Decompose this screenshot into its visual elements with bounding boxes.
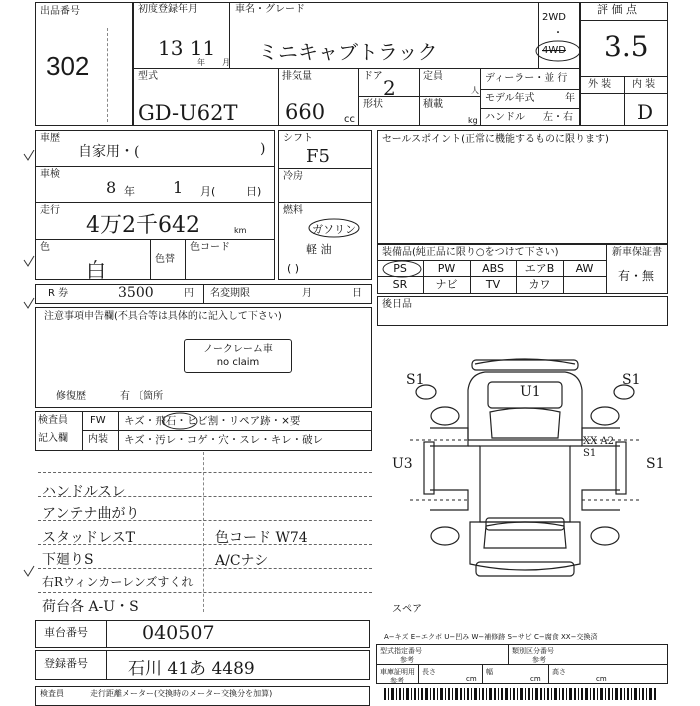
r-label: R 券 [48,288,69,299]
retrofit-box [377,296,668,326]
load-label: 積載 [423,99,443,110]
length-unit: cm [466,675,477,683]
inspector-label: 検査員 [38,415,68,426]
registration-label: 登録番号 [44,657,88,670]
mark-u3-left: U3 [392,456,413,472]
exterior-label: 外 装 [588,79,612,90]
registration-value: 石川 41あ 4489 [128,659,255,679]
score-label: 評 価 点 [597,3,637,16]
entry-label: 記入欄 [38,433,68,444]
doors-label: ドア [363,71,383,82]
class-label: 類別区分番号 [512,647,554,655]
type-label: 型式 [138,71,158,82]
handle-label: ハンドル [485,112,525,123]
capacity-unit: 人 [471,86,479,95]
mark-u1-front: U1 [520,384,541,400]
color-label: 色 [40,242,50,253]
deadline-month: 月 [302,288,312,299]
history-close: ) [260,141,266,157]
shape-label: 形状 [363,99,383,110]
interior-grade-label: 内 装 [632,79,656,90]
first-reg-year-unit: 年 [197,58,205,67]
cert-ref: 参考 [390,677,404,685]
first-reg-value: 13 11 [158,36,216,60]
fuel-gasoline: ガソリン [312,223,356,236]
ac-label: 冷房 [283,171,303,182]
fw-items: キズ・飛石・ヒビ割・リペア跡・×要 [124,415,301,427]
repair-label: 修復歴 [56,391,86,402]
equipment-label: 装備品(純正品に限り○をつけて下さい) [382,247,559,258]
first-reg-label: 初度登録年月 [138,4,198,15]
fuel-label: 燃料 [283,205,303,216]
load-unit: kg [468,116,478,125]
margin-checkmarks [20,150,38,610]
width-unit: cm [530,675,541,683]
notice-label: 注意事項申告欄(不具合等は具体的に記入して下さい) [44,311,282,322]
fuel-diesel: 軽 油 [306,243,332,256]
mileage-label: 走行 [40,205,60,216]
lot-divider [107,28,108,122]
r-unit: 円 [184,288,194,299]
shift-value: F5 [306,146,330,167]
equip-navi: ナビ [435,278,458,291]
inspection-label: 車検 [40,169,60,180]
doors-value: 2 [383,76,396,100]
sales-point-box [377,130,668,244]
equip-tv: TV [485,278,501,291]
inspection-day-unit: 日) [246,185,262,198]
deadline-label: 名変期限 [210,288,250,299]
designation-label: 型式指定番号 [380,647,422,655]
notes-divider [203,452,204,612]
note-4: 下廻りS [42,552,94,568]
note-1: ハンドルスレ [42,484,126,500]
height-unit: cm [596,675,607,683]
cert-label: 車庫証明用 [380,668,415,676]
fuel-paren: ( ) [287,262,300,275]
mark-s1-right: S1 [646,456,665,472]
barcode [384,688,664,700]
noclaim-en: no claim [216,357,260,368]
note-right-2: A/Cナシ [215,553,269,569]
displacement-label: 排気量 [282,71,312,82]
color-change-label: 色替 [155,254,175,265]
fuel-circle [306,216,362,240]
equip-pw: PW [437,262,456,275]
bottom-text: 走行距離メーター(交換時のメーター交換分を加算) [90,689,273,698]
handle-value: 左・右 [543,112,573,123]
history-label: 車歴 [40,133,60,144]
fw-label: FW [90,415,106,426]
chassis-label: 車台番号 [44,626,88,639]
chassis-value: 040507 [142,622,215,644]
lot-number: 302 [46,51,90,81]
drive-2wd: 2WD [542,12,566,23]
height-label: 高さ [552,668,566,676]
class-ref: 参考 [532,656,546,664]
equip-ps: PS [393,262,407,275]
spare-label: スペア [392,604,422,615]
noclaim-jp: ノークレーム車 [203,344,273,355]
note-6: 荷台各 A-U・S [42,599,139,615]
first-reg-month-unit: 月 [222,58,230,67]
mark-s1-front-left: S1 [406,372,425,388]
capacity-label: 定員 [423,71,443,82]
repair-value: 有 〔箇所 [120,391,164,402]
equip-sr: SR [392,278,408,291]
ps-circle [380,258,424,280]
color-value: 白 [86,258,106,282]
warranty-value: 有・無 [618,269,655,283]
designation-ref: 参考 [400,656,414,664]
drive-4wd: 4WD [542,45,566,56]
interior-entry-label: 内装 [88,434,108,445]
mileage-unit: km [234,226,247,235]
interior-grade-value: D [637,100,654,124]
lot-label: 出品番号 [40,6,80,17]
dealer-label: ディーラー・並 行 [485,73,568,84]
lot-number-box [35,2,133,126]
equip-aw: AW [575,262,594,275]
deadline-day: 日 [352,288,362,299]
score-value: 3.5 [604,30,649,63]
mileage-value: 4万2千642 [86,213,200,238]
fw-mark-circle [160,411,200,431]
name-grade-value: ミニキャブトラック [258,40,438,64]
inspection-year: 8 [106,178,117,197]
equip-abs: ABS [482,262,504,275]
length-label: 長さ [422,668,436,676]
note-right-1: 色コード W74 [215,530,308,546]
history-value: 自家用・( [78,144,140,160]
equip-airbag: エアB [524,262,555,275]
width-label: 幅 [486,668,493,676]
inspection-year-unit: 年 [124,185,135,198]
inspection-month-unit: 月( [200,185,216,198]
bottom-label: 検査員 [40,689,64,698]
mark-s1-front-right: S1 [622,372,641,388]
note-2: アンテナ曲がり [42,506,140,522]
note-5: 右Rウィンカーレンズすくれ [42,575,194,589]
displacement-value: 660 [285,100,326,124]
note-3: スタッドレスT [42,530,135,546]
mark-right-side: XX A2 S1 [583,436,615,459]
retrofit-label: 後日品 [382,299,412,310]
damage-legend: A−キズ E−エクボ U−凹み W−補修跡 S−サビ C−腐食 XX−交換済 [384,633,598,641]
warranty-label: 新車保証書 [612,247,662,258]
model-year-unit: 年 [565,93,575,104]
name-grade-label: 車名・グレード [235,4,305,15]
color-code-label: 色コード [190,242,230,253]
noclaim-stamp [184,339,292,373]
displacement-unit: cc [344,114,355,125]
inspection-month: 1 [173,178,184,197]
model-year-label: モデル年式 [485,93,535,104]
equip-leather: カワ [528,278,551,291]
drive-circle [532,38,582,64]
sales-label: セールスポイント(正常に機能するものに限ります) [382,134,609,145]
type-value: GD-U62T [138,101,238,125]
r-value: 3500 [118,285,154,301]
shift-label: シフト [283,133,313,144]
interior-items: キズ・汚レ・コゲ・穴・スレ・キレ・破レ [124,434,324,446]
drive-dot: ・ [553,28,563,39]
